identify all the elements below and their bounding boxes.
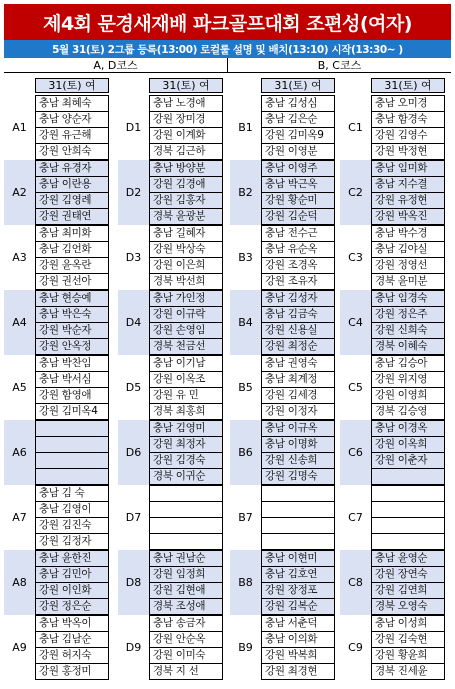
group-row — [4, 95, 109, 160]
player-name: 강원 손영임 — [150, 323, 222, 339]
group-row — [230, 355, 335, 420]
player-name — [372, 469, 444, 485]
player-list — [371, 290, 445, 355]
player-name: 강원 이계화 — [150, 128, 222, 144]
player-list — [149, 160, 223, 225]
player-name: 충남 김언화 — [36, 242, 108, 258]
group-label: B9 — [238, 641, 253, 654]
group-label: C2 — [340, 160, 371, 225]
player-name: 충남 노경애 — [150, 96, 222, 112]
player-name: 충남 박수경 — [372, 226, 444, 242]
player-name — [262, 502, 334, 518]
player-name: 강원 허지숙 — [36, 648, 108, 664]
group-row — [340, 550, 445, 615]
player-name: 충남 최혜숙 — [36, 96, 108, 112]
group-row — [230, 550, 335, 615]
column-header: 31(토) 여 — [35, 78, 109, 93]
player-name: 강원 김미옥9 — [262, 128, 334, 144]
player-name: 충남 이성희 — [372, 616, 444, 632]
player-name: 강원 조경옥 — [262, 258, 334, 274]
player-list — [371, 485, 445, 550]
column-header: 31(토) 여 — [371, 78, 445, 93]
player-name: 충남 이의화 — [262, 632, 334, 648]
player-list — [261, 290, 335, 355]
group-row — [118, 95, 223, 160]
player-list — [371, 550, 445, 615]
player-list — [261, 355, 335, 420]
player-name: 강원 권선아 — [36, 274, 108, 290]
player-name: 충남 김남순 — [36, 632, 108, 648]
player-name — [372, 518, 444, 534]
group-row — [118, 550, 223, 615]
player-list — [35, 160, 109, 225]
player-name: 경북 윤광분 — [150, 209, 222, 225]
player-name: 충남 지수결 — [372, 177, 444, 193]
group-row — [118, 615, 223, 680]
group-label: B3 — [238, 251, 253, 264]
player-name: 충남 방양분 — [150, 161, 222, 177]
player-name: 강원 이규락 — [150, 307, 222, 323]
group-label: C9 — [348, 641, 363, 654]
schedule-column-3 — [230, 78, 335, 685]
player-name: 충남 길혜자 — [150, 226, 222, 242]
player-name: 충남 김성심 — [262, 96, 334, 112]
player-name: 강원 임정희 — [150, 567, 222, 583]
group-label: B6 — [230, 420, 261, 485]
player-name: 충남 김성자 — [262, 291, 334, 307]
player-name: 강원 김경애 — [150, 177, 222, 193]
player-name: 충남 김은순 — [262, 112, 334, 128]
group-row — [118, 420, 223, 485]
player-list — [149, 550, 223, 615]
group-row — [230, 225, 335, 290]
group-label: A2 — [4, 160, 35, 225]
player-name: 강원 함영애 — [36, 388, 108, 404]
player-name: 강원 김영수 — [372, 128, 444, 144]
player-name: 충남 유경자 — [36, 161, 108, 177]
player-name: 강원 김현애 — [150, 583, 222, 599]
player-list — [261, 160, 335, 225]
player-name: 강원 김명숙 — [262, 469, 334, 485]
player-name: 강원 장연숙 — [372, 567, 444, 583]
player-name: 강원 조유자 — [262, 274, 334, 290]
player-name: 강원 안옥정 — [36, 339, 108, 355]
player-name — [150, 518, 222, 534]
player-name: 강원 이정자 — [262, 404, 334, 420]
group-row — [340, 225, 445, 290]
group-row — [118, 355, 223, 420]
player-list — [149, 615, 223, 680]
group-label: B4 — [230, 290, 261, 355]
group-label: B8 — [230, 550, 261, 615]
player-name: 충남 박찬임 — [36, 356, 108, 372]
group-label: D1 — [125, 121, 142, 134]
group-label: B1 — [238, 121, 253, 134]
player-name: 강원 김미옥4 — [36, 404, 108, 420]
player-name: 충남 임미화 — [372, 161, 444, 177]
player-name: 경북 천금선 — [150, 339, 222, 355]
player-list — [261, 420, 335, 485]
group-label: D9 — [125, 641, 142, 654]
player-name: 강원 이춘자 — [372, 453, 444, 469]
player-name: 강원 신용실 — [262, 323, 334, 339]
player-name: 강원 황순미 — [262, 193, 334, 209]
player-name: 강원 유 민 — [150, 388, 222, 404]
player-name: 강원 장미경 — [150, 112, 222, 128]
player-name: 강원 이은희 — [150, 258, 222, 274]
player-name: 강원 신송희 — [262, 453, 334, 469]
player-name: 충남 임경숙 — [372, 291, 444, 307]
player-list — [149, 420, 223, 485]
group-label: D7 — [125, 511, 142, 524]
group-label: D3 — [125, 251, 142, 264]
player-name: 충남 송금자 — [150, 616, 222, 632]
player-name: 충남 김야실 — [372, 242, 444, 258]
column-header: 31(토) 여 — [261, 78, 335, 93]
player-name: 충남 권영숙 — [262, 356, 334, 372]
player-name: 강원 김진숙 — [36, 518, 108, 534]
group-label: B2 — [230, 160, 261, 225]
player-name — [262, 486, 334, 502]
player-list — [261, 615, 335, 680]
player-list — [371, 615, 445, 680]
player-name: 충남 박서심 — [36, 372, 108, 388]
group-row — [4, 225, 109, 290]
player-name: 강원 이옥희 — [372, 437, 444, 453]
player-list — [371, 160, 445, 225]
player-list — [371, 95, 445, 160]
player-name: 충남 박은숙 — [36, 307, 108, 323]
player-list — [371, 355, 445, 420]
player-name: 충남 가인정 — [150, 291, 222, 307]
group-label: C3 — [348, 251, 363, 264]
group-row — [118, 225, 223, 290]
player-name: 강원 안희숙 — [36, 144, 108, 160]
schedule-column-2 — [118, 78, 223, 685]
player-name: 충남 권남순 — [150, 551, 222, 567]
player-name: 충남 박근옥 — [262, 177, 334, 193]
player-name: 충남 김 숙 — [36, 486, 108, 502]
group-label: A3 — [12, 251, 27, 264]
player-list — [371, 420, 445, 485]
player-name: 충남 이란용 — [36, 177, 108, 193]
player-name: 강원 이인화 — [36, 583, 108, 599]
schedule-subtitle: 5월 31(토) 2그룹 등록(13:00) 로컬룰 설명 및 배치(13:10) 시작(13:30~ ) — [4, 40, 451, 58]
player-name: 경북 윤미분 — [372, 274, 444, 290]
player-name — [36, 437, 108, 453]
course-header-row — [4, 58, 451, 73]
player-name: 충남 최미화 — [36, 226, 108, 242]
player-name: 경북 박선희 — [150, 274, 222, 290]
player-name: 강원 김경숙 — [150, 453, 222, 469]
player-list — [149, 225, 223, 290]
group-row — [118, 485, 223, 550]
group-row — [230, 95, 335, 160]
player-name — [372, 534, 444, 550]
group-row — [118, 290, 223, 355]
player-name: 강원 신희숙 — [372, 323, 444, 339]
player-name: 충남 유순옥 — [262, 242, 334, 258]
player-name: 강원 정은순 — [36, 599, 108, 615]
player-name: 충남 양순자 — [36, 112, 108, 128]
player-name: 충남 김영미 — [150, 421, 222, 437]
group-label: B5 — [238, 381, 253, 394]
group-row — [4, 550, 109, 615]
player-name: 강원 박옥진 — [372, 209, 444, 225]
player-name: 강원 홍정미 — [36, 664, 108, 680]
column-header: 31(토) 여 — [149, 78, 223, 93]
player-name: 강원 최정자 — [150, 437, 222, 453]
player-name: 강원 정은주 — [372, 307, 444, 323]
group-row — [4, 160, 109, 225]
player-name — [262, 518, 334, 534]
player-name: 충남 최계정 — [262, 372, 334, 388]
group-label: D8 — [118, 550, 149, 615]
player-name: 충남 박옥이 — [36, 616, 108, 632]
player-name: 경북 이귀순 — [150, 469, 222, 485]
player-name: 충남 김영이 — [36, 502, 108, 518]
group-row — [230, 160, 335, 225]
player-name: 경북 진세윤 — [372, 664, 444, 680]
player-name: 강원 김정자 — [36, 534, 108, 550]
player-list — [35, 95, 109, 160]
group-label: C8 — [340, 550, 371, 615]
player-list — [149, 290, 223, 355]
player-name: 강원 황윤희 — [372, 648, 444, 664]
group-row — [340, 615, 445, 680]
player-list — [35, 485, 109, 550]
player-name: 충남 김승아 — [372, 356, 444, 372]
player-name: 강원 장정포 — [262, 583, 334, 599]
player-name: 충남 전수근 — [262, 226, 334, 242]
schedule-column-1 — [4, 78, 109, 685]
group-label: B7 — [238, 511, 253, 524]
group-label: A5 — [12, 381, 27, 394]
player-name: 충남 이명화 — [262, 437, 334, 453]
player-name: 강원 김영례 — [36, 193, 108, 209]
player-name: 경북 김근하 — [150, 144, 222, 160]
player-name: 경북 오영숙 — [372, 599, 444, 615]
player-list — [261, 225, 335, 290]
player-name: 충남 이기남 — [150, 356, 222, 372]
player-name — [36, 421, 108, 437]
player-name: 충남 이규옥 — [262, 421, 334, 437]
player-name: 충남 서춘덕 — [262, 616, 334, 632]
player-name: 경북 이혜숙 — [372, 339, 444, 355]
player-name: 강원 유정현 — [372, 193, 444, 209]
player-name: 강원 김숙현 — [372, 632, 444, 648]
player-name — [262, 534, 334, 550]
player-name: 충남 함경숙 — [372, 112, 444, 128]
player-name — [372, 502, 444, 518]
group-row — [230, 420, 335, 485]
player-name — [36, 453, 108, 469]
player-name — [150, 534, 222, 550]
player-name: 강원 윤옥란 — [36, 258, 108, 274]
player-name: 강원 이옥조 — [150, 372, 222, 388]
group-label: C4 — [340, 290, 371, 355]
player-name: 강원 박복희 — [262, 648, 334, 664]
player-list — [261, 95, 335, 160]
player-name: 강원 박상숙 — [150, 242, 222, 258]
player-name: 강원 정영선 — [372, 258, 444, 274]
player-name: 강원 안순옥 — [150, 632, 222, 648]
player-name: 강원 박정현 — [372, 144, 444, 160]
player-name: 충남 오미경 — [372, 96, 444, 112]
group-label: A7 — [12, 511, 27, 524]
group-label: A8 — [4, 550, 35, 615]
player-name: 충남 이현미 — [262, 551, 334, 567]
player-list — [149, 485, 223, 550]
group-row — [340, 420, 445, 485]
player-name: 충남 현승예 — [36, 291, 108, 307]
group-label: C1 — [348, 121, 363, 134]
player-name: 강원 김연희 — [372, 583, 444, 599]
group-label: D2 — [118, 160, 149, 225]
group-row — [340, 160, 445, 225]
group-label: D5 — [125, 381, 142, 394]
course-label-ad: A, D코스 — [4, 58, 228, 72]
player-name: 강원 이영분 — [262, 144, 334, 160]
group-row — [230, 290, 335, 355]
player-name — [36, 469, 108, 485]
group-label: C7 — [348, 511, 363, 524]
player-name: 충남 윤영순 — [372, 551, 444, 567]
group-row — [4, 290, 109, 355]
player-list — [35, 420, 109, 485]
course-label-bc: B, C코스 — [317, 59, 362, 72]
player-name: 강원 위지영 — [372, 372, 444, 388]
player-name: 강원 최정순 — [262, 339, 334, 355]
group-row — [4, 355, 109, 420]
player-name: 충남 김민아 — [36, 567, 108, 583]
player-name: 강원 유근해 — [36, 128, 108, 144]
group-label: A6 — [4, 420, 35, 485]
player-name: 강원 이미숙 — [150, 648, 222, 664]
player-name: 강원 박순자 — [36, 323, 108, 339]
group-row — [230, 615, 335, 680]
player-name: 경북 김승영 — [372, 404, 444, 420]
group-label: A9 — [12, 641, 27, 654]
player-name: 강원 최경현 — [262, 664, 334, 680]
player-list — [35, 225, 109, 290]
player-name: 강원 이영희 — [372, 388, 444, 404]
player-name — [150, 486, 222, 502]
player-name: 경북 조성애 — [150, 599, 222, 615]
player-name: 경북 지 선 — [150, 664, 222, 680]
group-row — [4, 420, 109, 485]
group-label: D4 — [118, 290, 149, 355]
player-list — [371, 225, 445, 290]
player-list — [261, 550, 335, 615]
player-list — [35, 550, 109, 615]
group-row — [118, 160, 223, 225]
group-row — [340, 485, 445, 550]
group-label: A1 — [12, 121, 27, 134]
group-label: A4 — [4, 290, 35, 355]
player-name: 충남 윤한진 — [36, 551, 108, 567]
group-row — [4, 485, 109, 550]
player-list — [35, 615, 109, 680]
player-name: 충남 이경옥 — [372, 421, 444, 437]
player-name: 경북 최홍희 — [150, 404, 222, 420]
player-name: 강원 김세경 — [262, 388, 334, 404]
group-label: C5 — [348, 381, 363, 394]
player-name — [150, 502, 222, 518]
player-name: 충남 김금숙 — [262, 307, 334, 323]
group-row — [340, 355, 445, 420]
player-name: 충남 김호연 — [262, 567, 334, 583]
player-name: 강원 권태연 — [36, 209, 108, 225]
group-row — [340, 290, 445, 355]
player-list — [261, 485, 335, 550]
player-list — [149, 95, 223, 160]
group-row — [4, 615, 109, 680]
player-name: 강원 김홍자 — [150, 193, 222, 209]
player-list — [35, 355, 109, 420]
player-list — [149, 355, 223, 420]
group-label: D6 — [118, 420, 149, 485]
group-row — [340, 95, 445, 160]
group-label: C6 — [340, 420, 371, 485]
group-row — [230, 485, 335, 550]
page-title: 제4회 문경새재배 파크골프대회 조편성(여자) — [4, 4, 451, 40]
player-name: 강원 김순덕 — [262, 209, 334, 225]
player-list — [35, 290, 109, 355]
player-name: 충남 이영주 — [262, 161, 334, 177]
player-name — [372, 486, 444, 502]
schedule-column-4 — [340, 78, 445, 685]
player-name: 강원 김복순 — [262, 599, 334, 615]
